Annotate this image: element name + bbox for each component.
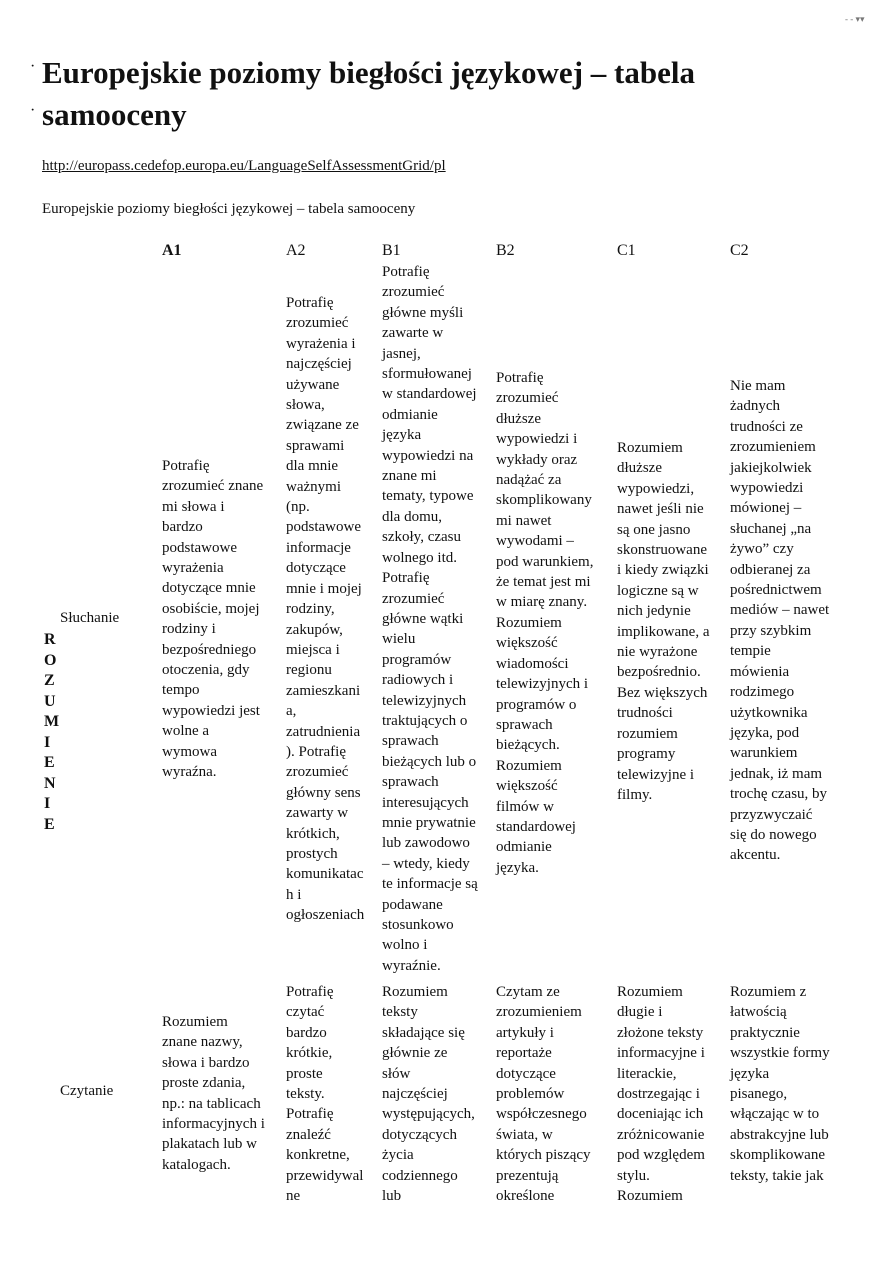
source-link[interactable]: http://europass.cedefop.europa.eu/LanguageSelfAssessmentGrid/pl — [42, 158, 446, 174]
cell-sluchanie-a2: Potrafię zrozumieć wyrażenia i najczęściej używane słowa, związane ze sprawami dla mnie ważnymi (np. podstawowe informacje dotyczące mnie i mojej rodziny, zakupów, miejsca i regionu zamieszkani a, zatrudnienia ). Potrafię zrozumieć główny sens zawarty w krótkich, prostych komunikatac h i ogłoszeniach — [286, 295, 365, 924]
row-label-czytanie: Czytanie — [60, 1083, 114, 1099]
cell-czytanie-a1: Rozumiem znane nazwy, słowa i bardzo proste zdania, np.: na tablicach informacyjnych i plakatach lub w katalogach. — [162, 1014, 265, 1173]
column-header-a2: A2 — [286, 242, 306, 259]
cell-czytanie-c1: Rozumiem długie i złożone teksty informacyjne i literackie, dostrzegając i doceniając ich zróżnicowanie pod względem stylu. Rozumiem — [617, 984, 705, 1205]
column-header-b1: B1 — [382, 242, 401, 259]
column-header-c1: C1 — [617, 242, 636, 259]
bullet-mark: · — [30, 102, 36, 119]
cell-sluchanie-b2: Potrafię zrozumieć dłuższe wypowiedzi i wykłady oraz nadążać za skomplikowany mi nawet wywodami – pod warunkiem, że temat jest mi w miarę znany. Rozumiem większość wiadomości telewizyjnych i programów o sprawach bieżących. Rozumiem większość filmów w standardowej odmianie języka. — [496, 370, 594, 876]
table-caption: Europejskie poziomy biegłości językowej – tabela samooceny — [42, 201, 416, 217]
row-label-sluchanie: Słuchanie — [60, 610, 120, 626]
bullet-mark: · — [30, 58, 36, 75]
column-header-a1: A1 — [162, 242, 182, 259]
cell-sluchanie-c1: Rozumiem dłuższe wypowiedzi, nawet jeśli nie są one jasno skonstruowane i kiedy związki logiczne są w nich jedynie implikowane, a nie wyrażone bezpośrednio. Bez większych trudności rozumiem programy telewizyjne i filmy. — [617, 440, 710, 803]
cell-czytanie-c2: Rozumiem z łatwością praktycznie wszystkie formy języka pisanego, włączając w to abstrakcyjne lub skomplikowane teksty, takie jak — [730, 984, 830, 1184]
section-label-rozumienie: R O Z U M I E N I E — [44, 631, 60, 833]
cell-sluchanie-b1: Potrafię zrozumieć główne myśli zawarte w jasnej, sformułowanej w standardowej odmianie języka wypowiedzi na znane mi tematy, typowe dla domu, szkoły, czasu wolnego itd. Potrafię zrozumieć główne wątki wielu programów radiowych i telewizyjnych traktujących o sprawach bieżących lub o sprawach interesujących mnie prywatnie lub zawodowo – wtedy, kiedy te informacje są podawane stosunkowo wolno i wyraźnie. — [382, 264, 478, 974]
page-title: Europejskie poziomy biegłości językowej – tabela samooceny — [42, 55, 695, 132]
cell-sluchanie-c2: Nie mam żadnych trudności ze zrozumieniem jakiejkolwiek wypowiedzi mówionej – słuchanej „na żywo” czy odbieranej za pośrednictwem mediów – nawet przy szybkim tempie mówienia rodzimego użytkownika języka, pod warunkiem jednak, iż mam trochę czasu, by przyzwyczaić się do nowego akcentu. — [730, 378, 830, 864]
column-header-b2: B2 — [496, 242, 515, 259]
scan-artifact-mark: - - ▾▾ — [845, 14, 865, 24]
column-header-c2: C2 — [730, 242, 749, 259]
cell-czytanie-b1: Rozumiem teksty składające się głównie ze słów najczęściej występujących, dotyczących życia codziennego lub — [382, 984, 475, 1205]
cell-czytanie-a2: Potrafię czytać bardzo krótkie, proste teksty. Potrafię znaleźć konkretne, przewidywal ne — [286, 984, 364, 1205]
cell-sluchanie-a1: Potrafię zrozumieć znane mi słowa i bardzo podstawowe wyrażenia dotyczące mnie osobiście, mojej rodziny i bezpośredniego otoczenia, gdy tempo wypowiedzi jest wolne a wymowa wyraźna. — [162, 458, 264, 781]
cell-czytanie-b2: Czytam ze zrozumieniem artykuły i reportaże dotyczące problemów współczesnego świata, w których piszący prezentują określone — [496, 984, 591, 1205]
